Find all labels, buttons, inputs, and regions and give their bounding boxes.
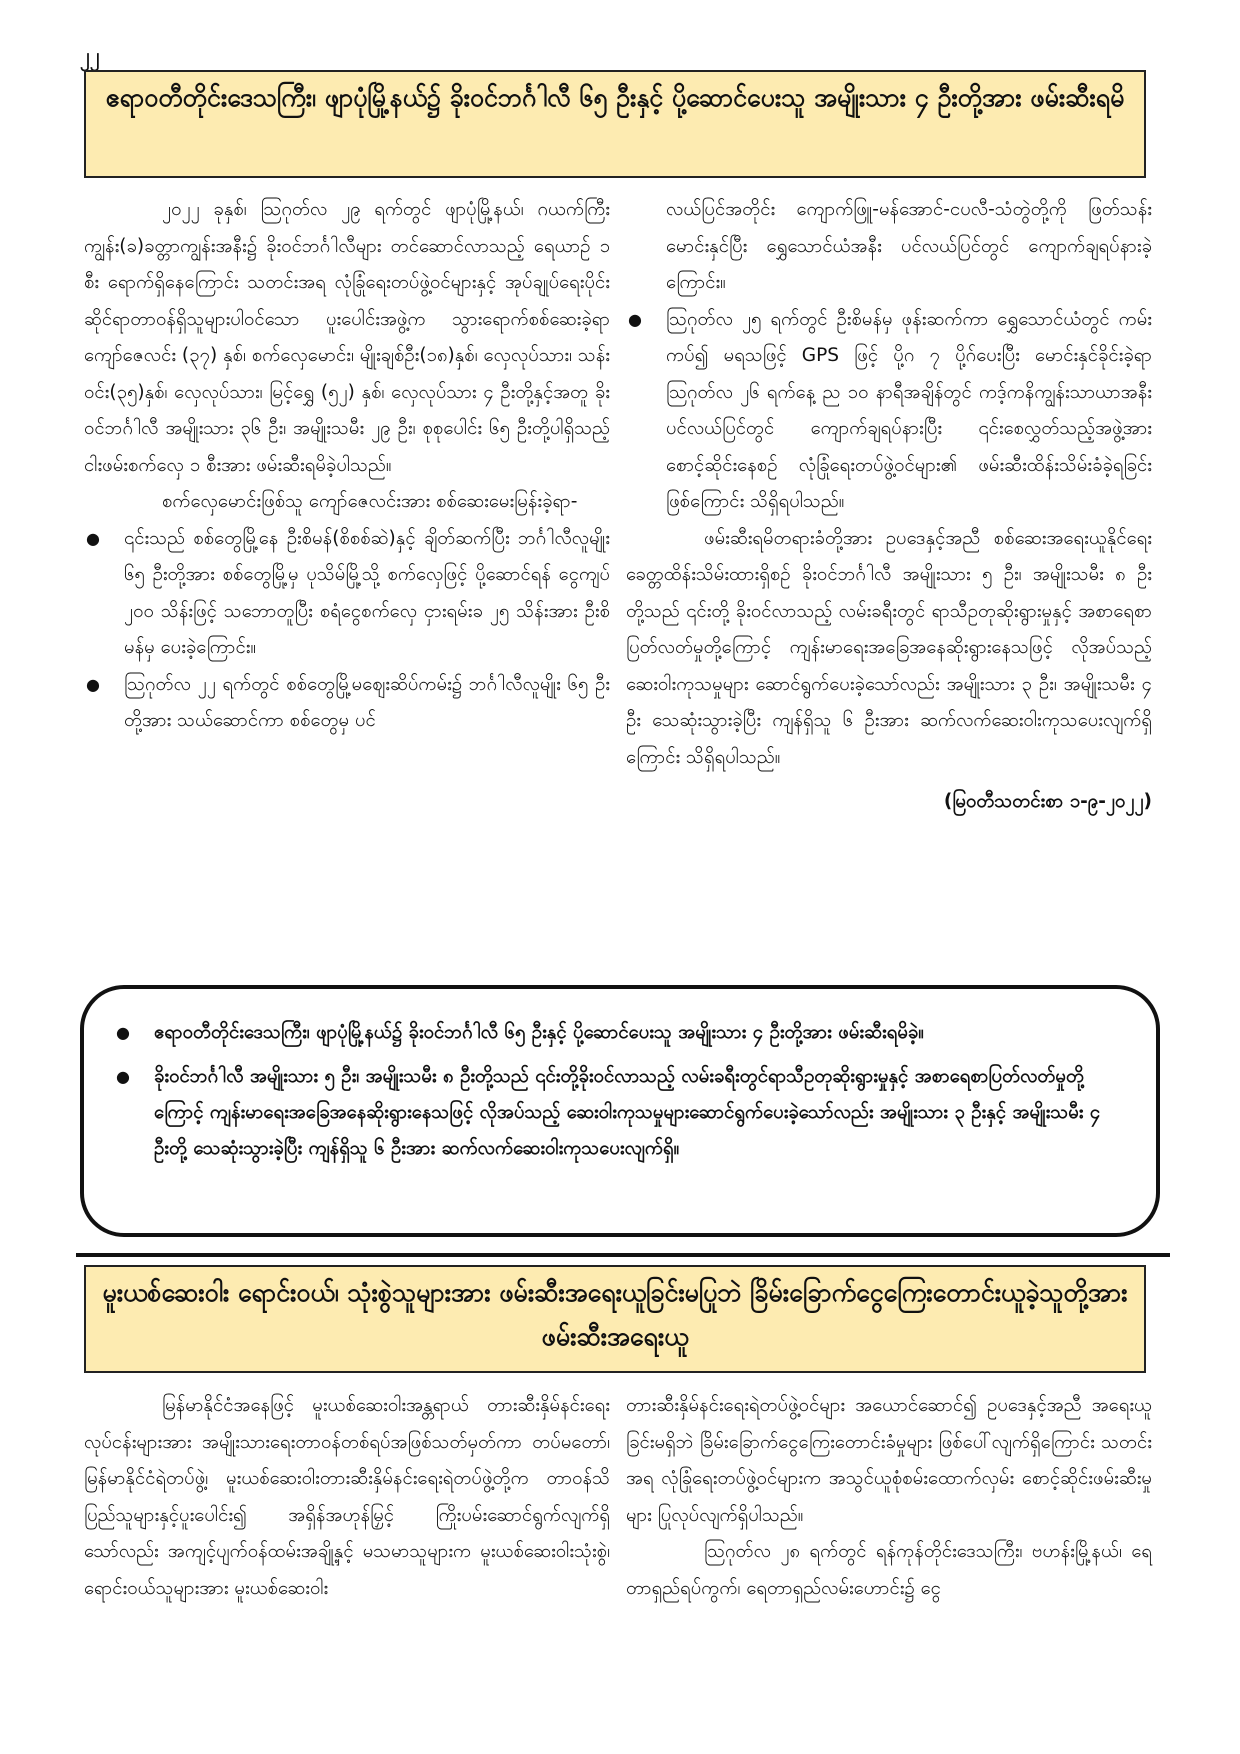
article-1-paragraph: စက်လှေမောင်းဖြစ်သူ ကျော်ဇေလင်းအား စစ်ဆေးမေးမြန်းခဲ့ရာ- bbox=[162, 491, 578, 512]
article-1-bullet: ● ဩဂုတ်လ ၂၂ ရက်တွင် စစ်တွေမြို့မဈေးဆိပ်ကမ်း၌ ဘင်္ဂါလီလူမျိုး ၆၅ ဦးတို့အား သယ်ဆောင်ကာ စစ်တွေမှ ပင် bbox=[84, 667, 610, 740]
summary-item: ● ခိုးဝင်ဘင်္ဂါလီ အမျိုးသား ၅ ဦး၊ အမျိုးသမီး ၈ ဦးတို့သည် ၎င်းတို့ခိုးဝင်လာသည့် လမ်းခရီးတွင်ရာသီဥတုဆိုးရွားမှုနှင့် အစာရေစာပြတ်လတ်မှုတို့ကြောင့် ကျန်းမာရေးအခြေအနေဆိုးရွားနေသဖြင့် လိုအပ်သည့် ဆေးဝါးကုသမှုများဆောင်ရွက်ပေးခဲ့သော်လည်း အမျိုးသား ၃ ဦးနှင့် အမျိုးသမီး ၄ ဦးတို့ သေဆုံးသွားခဲ့ပြီး ကျန်ရှိသူ ၆ ဦးအား ဆက်လက်ဆေးဝါးကုသပေးလျက်ရှိ။ bbox=[114, 1059, 1120, 1167]
page-number: ၂၂ bbox=[80, 43, 100, 67]
article-2-headline: မူးယစ်ဆေးဝါး ရောင်းဝယ်၊ သုံးစွဲသူများအား ဖမ်းဆီးအရေးယူခြင်းမပြုဘဲ ခြိမ်းခြောက်ငွေကြေးတောင်းယူခဲ့သူတို့အား ဖမ်းဆီးအရေးယူ bbox=[84, 1265, 1146, 1373]
article-2-paragraph: တားဆီးနှိမ်နင်းရေးရဲတပ်ဖွဲ့ဝင်များ အယောင်ဆောင်၍ ဥပဒေနှင့်အညီ အရေးယူခြင်းမရှိဘဲ ခြိမ်းခြောက်ငွေကြေးတောင်းခံမှုများ ဖြစ်ပေါ်လျက်ရှိကြောင်း သတင်းအရ လုံခြုံရေးတပ်ဖွဲ့ဝင်များက အသွင်ယူစုံစမ်းထောက်လှမ်း စောင့်ဆိုင်းဖမ်းဆီးမှုများ ပြုလုပ်လျက်ရှိပါသည်။ bbox=[626, 1395, 1152, 1526]
article-1-paragraph: ၂၀၂၂ ခုနှစ်၊ ဩဂုတ်လ ၂၉ ရက်တွင် ဖျာပုံမြို့နယ်၊ ဂယက်ကြီးကျွန်း(ခ)ခတ္တာကျွန်းအနီး၌ ခိုးဝင်ဘင်္ဂါလီများ တင်ဆောင်လာသည့် ရေယာဉ် ၁ စီး ရောက်ရှိနေကြောင်း သတင်းအရ လုံခြုံရေးတပ်ဖွဲ့ဝင်များနှင့် အုပ်ချုပ်ရေးပိုင်းဆိုင်ရာတာဝန်ရှိသူများပါဝင်သော ပူးပေါင်းအဖွဲ့က သွားရောက်စစ်ဆေးခဲ့ရာ ကျော်ဇေလင်း (၃၇) နှစ်၊ စက်လှေမောင်း၊ မျိုးချစ်ဦး(၁၈)နှစ်၊ လှေလုပ်သား၊ သန်းဝင်း(၃၅)နှစ်၊ လှေလုပ်သား၊ မြင့်ရွှေ (၅၂) နှစ်၊ လှေလုပ်သား ၄ ဦးတို့နှင့်အတူ ခိုးဝင်ဘင်္ဂါလီ အမျိုးသား ၃၆ ဦး၊ အမျိုးသမီး ၂၉ ဦး၊ စုစုပေါင်း ၆၅ ဦးတို့ပါရှိသည့် ငါးဖမ်းစက်လှေ ၁ စီးအား ဖမ်းဆီးရမိခဲ့ပါသည်။ bbox=[84, 199, 610, 476]
summary-box bbox=[80, 985, 1160, 1237]
article-2-left-column bbox=[84, 1388, 610, 1607]
article-2-right-column bbox=[626, 1388, 1152, 1607]
article-2-paragraph: မြန်မာနိုင်ငံအနေဖြင့် မူးယစ်ဆေးဝါးအန္တရာယ် တားဆီးနှိမ်နင်းရေးလုပ်ငန်းများအား အမျိုးသားရေးတာဝန်တစ်ရပ်အဖြစ်သတ်မှတ်ကာ တပ်မတော်၊ မြန်မာနိုင်ငံရဲတပ်ဖွဲ့၊ မူးယစ်ဆေးဝါးတားဆီးနှိမ်နင်းရေးရဲတပ်ဖွဲ့တို့က တာဝန်သိပြည်သူများနှင့်ပူးပေါင်း၍ အရှိန်အဟုန်မြှင့် ကြိုးပမ်းဆောင်ရွက်လျက်ရှိသော်လည်း အကျင့်ပျက်ဝန်ထမ်းအချို့နှင့် မသမာသူများက မူးယစ်ဆေးဝါးသုံးစွဲ၊ ရောင်းဝယ်သူများအား မူးယစ်ဆေးဝါး bbox=[84, 1395, 610, 1599]
article-1-right-column bbox=[626, 192, 1152, 821]
article-1-paragraph: ဖမ်းဆီးရမိတရားခံတို့အား ဥပဒေနှင့်အညီ စစ်ဆေးအရေးယူနိုင်ရေး ခေတ္တထိန်းသိမ်းထားရှိစဉ် ခိုးဝင်ဘင်္ဂါလီ အမျိုးသား ၅ ဦး၊ အမျိုးသမီး ၈ ဦးတို့သည် ၎င်းတို့ ခိုးဝင်လာသည့် လမ်းခရီးတွင် ရာသီဥတုဆိုးရွားမှုနှင့် အစာရေစာပြတ်လတ်မှုတို့ကြောင့် ကျန်းမာရေးအခြေအနေဆိုးရွားနေသဖြင့် လိုအပ်သည့် ဆေးဝါးကုသမှုများ ဆောင်ရွက်ပေးခဲ့သော်လည်း အမျိုးသား ၃ ဦး၊ အမျိုးသမီး ၄ ဦး သေဆုံးသွားခဲ့ပြီး ကျန်ရှိသူ ၆ ဦးအား ဆက်လက်ဆေးဝါးကုသပေးလျက်ရှိကြောင်း သိရှိရပါသည်။ bbox=[626, 527, 1152, 768]
article-1-bullet: ● ၎င်းသည် စစ်တွေမြို့နေ ဦးစိမန်(စိစစ်ဆဲ)နှင့် ချိတ်ဆက်ပြီး ဘင်္ဂါလီလူမျိုး ၆၅ ဦးတို့အား စစ်တွေမြို့မှ ပုသိမ်မြို့သို့ စက်လှေဖြင့် ပို့ဆောင်ရန် ငွေကျပ် ၂၀၀ သိန်းဖြင့် သဘောတူပြီး စရံငွေစက်လှေ ငှားရမ်းခ ၂၅ သိန်းအား ဦးစိမန်မှ ပေးခဲ့ကြောင်း။ bbox=[84, 521, 610, 667]
summary-item: ● ဧရာဝတီတိုင်းဒေသကြီး၊ ဖျာပုံမြို့နယ်၌ ခိုးဝင်ဘင်္ဂါလီ ၆၅ ဦးနှင့် ပို့ဆောင်ပေးသူ အမျိုးသား ၄ ဦးတို့အား ဖမ်းဆီးရမိခဲ့။ bbox=[114, 1015, 1120, 1051]
article-1-bullet-continuation: လယ်ပြင်အတိုင်း ကျောက်ဖြူ-မန်အောင်-ငပလီ-သံတွဲတို့ကို ဖြတ်သန်းမောင်းနှင်ပြီး ရွှေသောင်ယံအနီး ပင်လယ်ပြင်တွင် ကျောက်ချရပ်နားခဲ့ကြောင်း။ bbox=[666, 199, 1152, 293]
article-2-paragraph: ဩဂုတ်လ ၂၈ ရက်တွင် ရန်ကုန်တိုင်းဒေသကြီး၊ ဗဟန်းမြို့နယ်၊ ရေတာရှည်ရပ်ကွက်၊ ရေတာရှည်လမ်းဟောင်း၌ ငွေ bbox=[626, 1541, 1152, 1599]
article-1-headline: ဧရာဝတီတိုင်းဒေသကြီး၊ ဖျာပုံမြို့နယ်၌ ခိုးဝင်ဘင်္ဂါလီ ၆၅ ဦးနှင့် ပို့ဆောင်ပေးသူ အမျိုးသား ၄ ဦးတို့အား ဖမ်းဆီးရမိ bbox=[84, 70, 1146, 178]
article-1-source: (မြဝတီသတင်းစာ ၁-၉-၂၀၂၂) bbox=[943, 791, 1152, 812]
article-1-bullet: ● ဩဂုတ်လ ၂၅ ရက်တွင် ဦးစိမန်မှ ဖုန်းဆက်ကာ ရွှေသောင်ယံတွင် ကမ်းကပ်၍ မရသဖြင့် GPS ဖြင့် ပို့ဂ ၇ ပို့ဂ်ပေးပြီး မောင်းနှင်ခိုင်းခဲ့ရာ ဩဂုတ်လ ၂၆ ရက်နေ့ ည ၁၀ နာရီအချိန်တွင် ကဒ့်ကနိကျွန်းသာယာအနီး ပင်လယ်ပြင်တွင် ကျောက်ချရပ်နားပြီး ၎င်းစေလွှတ်သည့်အဖွဲ့အား စောင့်ဆိုင်းနေစဉ် လုံခြုံရေးတပ်ဖွဲ့ဝင်များ၏ ဖမ်းဆီးထိန်းသိမ်းခံခဲ့ရခြင်းဖြစ်ကြောင်း သိရှိရပါသည်။ bbox=[626, 302, 1152, 521]
article-1-left-column bbox=[84, 192, 610, 740]
section-divider bbox=[76, 1253, 1170, 1257]
